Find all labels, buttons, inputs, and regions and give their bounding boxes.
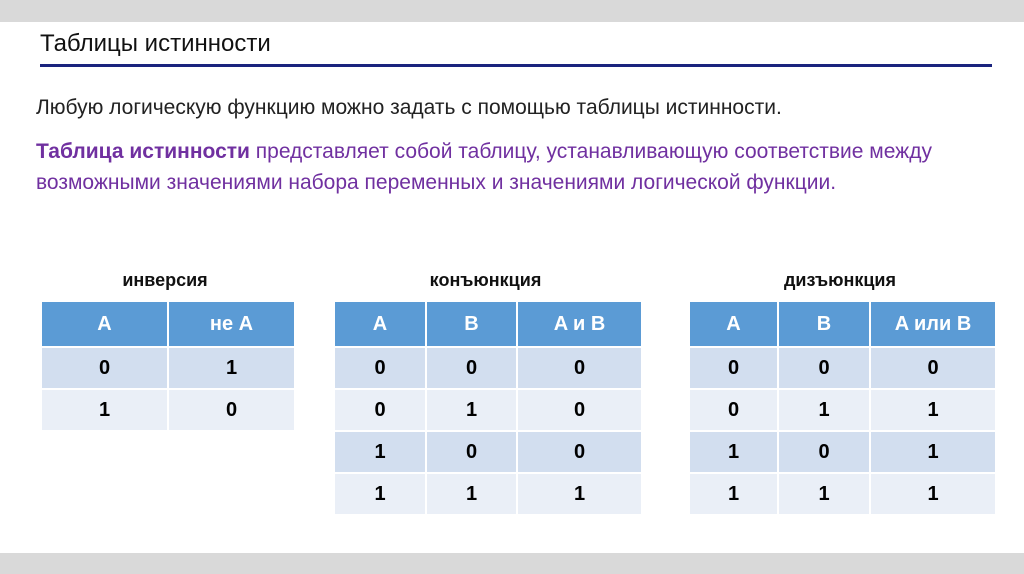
table-cell: 1 xyxy=(168,347,295,389)
table-cell: 0 xyxy=(334,389,426,431)
table-row xyxy=(689,347,996,389)
table-cell: 1 xyxy=(778,389,870,431)
table-cell: 1 xyxy=(870,389,996,431)
table-cell: 0 xyxy=(689,347,778,389)
table-row xyxy=(334,389,642,431)
table-cell: 1 xyxy=(41,389,168,431)
table-cell: 1 xyxy=(334,473,426,515)
table-cell: 0 xyxy=(517,389,642,431)
column-header: B xyxy=(426,301,517,347)
table-row xyxy=(41,347,295,389)
table-cell: 0 xyxy=(334,347,426,389)
table-cell: 1 xyxy=(689,473,778,515)
table-row xyxy=(689,473,996,515)
table-cell: 0 xyxy=(778,431,870,473)
top-bar xyxy=(0,0,1024,22)
title-underline xyxy=(40,64,992,67)
definition-term: Таблица истинности xyxy=(36,140,250,163)
table-cell: 0 xyxy=(426,347,517,389)
table-cell: 0 xyxy=(517,431,642,473)
conjunction-table xyxy=(333,300,643,516)
column-header: A xyxy=(41,301,168,347)
header-row xyxy=(334,301,642,347)
table-row xyxy=(41,389,295,431)
column-header: не A xyxy=(168,301,295,347)
column-header: A или B xyxy=(870,301,996,347)
definition-body: представляет собой таблицу, устанавливающую соответствие между возможными значениями набора переменных и значениями логической функции. xyxy=(36,140,932,194)
header-row xyxy=(41,301,295,347)
disjunction-label: дизъюнкция xyxy=(784,270,896,290)
table-row xyxy=(334,431,642,473)
table-cell: 1 xyxy=(870,431,996,473)
column-header: A xyxy=(334,301,426,347)
table-row xyxy=(334,473,642,515)
disjunction-table xyxy=(688,300,997,516)
table-cell: 0 xyxy=(689,389,778,431)
bottom-bar xyxy=(0,553,1024,574)
table-cell: 1 xyxy=(517,473,642,515)
slide-title: Таблицы истинности xyxy=(40,30,271,57)
table-cell: 0 xyxy=(778,347,870,389)
inversion-label: инверсия xyxy=(122,270,208,290)
table-cell: 0 xyxy=(426,431,517,473)
table-cell: 0 xyxy=(41,347,168,389)
table-cell: 0 xyxy=(168,389,295,431)
table-row xyxy=(334,347,642,389)
column-header: A xyxy=(689,301,778,347)
table-cell: 1 xyxy=(689,431,778,473)
table-cell: 0 xyxy=(517,347,642,389)
table-row xyxy=(689,389,996,431)
table-cell: 1 xyxy=(778,473,870,515)
table-cell: 0 xyxy=(870,347,996,389)
column-header: B xyxy=(778,301,870,347)
table-cell: 1 xyxy=(426,389,517,431)
table-cell: 1 xyxy=(870,473,996,515)
conjunction-label: конъюнкция xyxy=(429,270,542,290)
column-header: A и B xyxy=(517,301,642,347)
table-row xyxy=(689,431,996,473)
header-row xyxy=(689,301,996,347)
table-cell: 1 xyxy=(334,431,426,473)
inversion-table xyxy=(40,300,296,432)
table-cell: 1 xyxy=(426,473,517,515)
definition-text xyxy=(36,136,996,198)
intro-text: Любую логическую функцию можно задать с помощью таблицы истинности. xyxy=(36,96,782,119)
